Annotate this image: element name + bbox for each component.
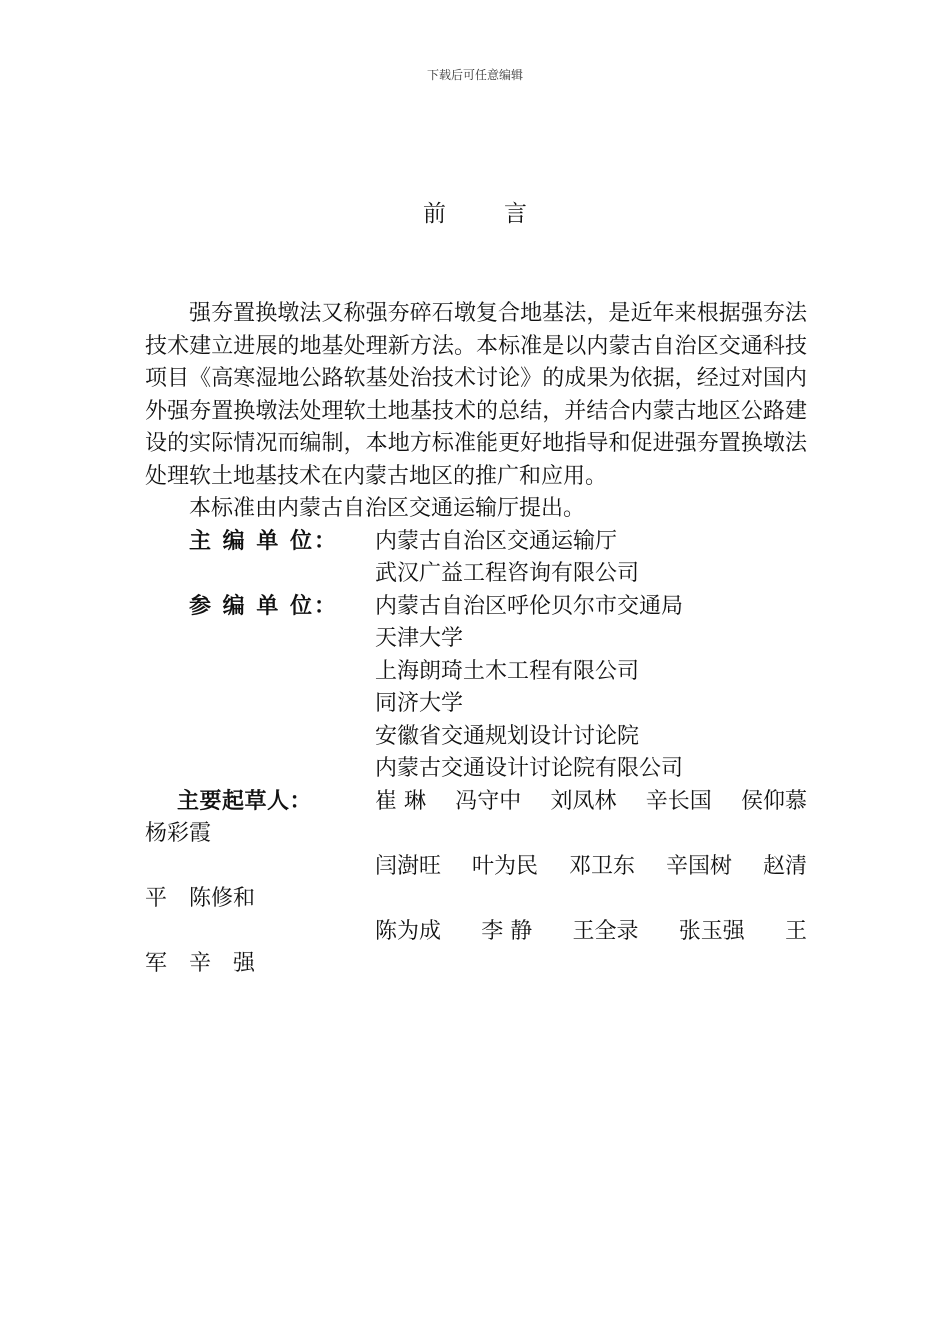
- chief-unit-name: 内蒙古自治区交通运输厅: [375, 528, 618, 554]
- drafter-name: 陈修和: [189, 886, 256, 911]
- participating-unit-row: [145, 623, 807, 656]
- drafter-name: 军: [145, 951, 168, 976]
- chief-unit-row: [145, 558, 807, 591]
- participating-unit-row: [145, 753, 807, 786]
- chief-unit-row: [145, 526, 807, 559]
- drafter-name: 强: [233, 951, 256, 976]
- drafter-name: 辛: [189, 951, 212, 976]
- drafter-name: 辛国树: [665, 853, 732, 879]
- participating-unit-name: 天津大学: [375, 626, 464, 651]
- drafter-name: 冯守中: [455, 788, 522, 814]
- drafter-line: [145, 851, 807, 884]
- proposer-paragraph: 本标准由内蒙古自治区交通运输厅提出。: [189, 496, 586, 521]
- participating-unit-name: 同济大学: [375, 691, 464, 716]
- participating-unit-name: 内蒙古自治区呼伦贝尔市交通局: [375, 593, 684, 619]
- participating-unit-row: [145, 656, 807, 689]
- drafter-name: 赵清: [762, 853, 807, 879]
- drafter-name: 叶为民: [471, 853, 538, 879]
- chief-unit-label: 主 编 单 位：: [189, 528, 338, 554]
- drafter-name: 杨彩霞: [145, 821, 212, 846]
- drafter-name: 崔 琳: [375, 788, 426, 814]
- drafter-name: 陈为成: [375, 918, 442, 944]
- participating-unit-name: 内蒙古交通设计讨论院有限公司: [375, 756, 684, 781]
- chief-unit-name: 武汉广益工程咨询有限公司: [375, 561, 640, 586]
- drafter-name: 邓卫东: [568, 853, 635, 879]
- drafter-names: [375, 786, 807, 819]
- page-title: 前言: [423, 201, 585, 227]
- drafter-line: [145, 786, 807, 819]
- drafter-name: 侯仰慕: [740, 788, 807, 814]
- participating-unit-row: [145, 591, 807, 624]
- drafter-name: 李 静: [481, 918, 533, 944]
- participating-unit-name: 上海朗琦土木工程有限公司: [375, 658, 640, 684]
- drafter-name: 张玉强: [678, 918, 745, 944]
- drafter-name: 王全录: [572, 918, 639, 944]
- document-body: [145, 298, 807, 981]
- drafter-line: [145, 916, 807, 949]
- participating-unit-row: [145, 688, 807, 721]
- drafter-name: 辛长国: [645, 788, 712, 814]
- drafter-name: 王: [784, 918, 807, 944]
- participating-unit-row: [145, 721, 807, 754]
- drafter-continuation: [145, 883, 807, 916]
- intro-paragraph: 强夯置换墩法又称强夯碎石墩复合地基法，是近年来根据强夯法技术建立进展的地基处理新方法。本标准是以内蒙古自治区交通科技项目《高寒湿地公路软基处治技术讨论》的成果为依据，经过对国内外强夯置换墩法处理软土地基技术的总结，并结合内蒙古地区公路建设的实际情况而编制，本地方标准能更好地指导和促进强夯置换墩法处理软土地基技术在内蒙古地区的推广和应用。: [145, 301, 807, 489]
- drafter-name: 闫澍旺: [375, 853, 442, 879]
- page-header-note: 下载后可任意编辑: [426, 68, 523, 82]
- drafter-continuation: [145, 948, 807, 981]
- drafter-name: 刘凤林: [550, 788, 617, 814]
- drafter-label: 主要起草人：: [177, 788, 313, 814]
- participating-unit-label: 参 编 单 位：: [189, 593, 338, 619]
- drafter-continuation: [145, 818, 807, 851]
- drafter-name: 平: [145, 886, 168, 911]
- participating-unit-name: 安徽省交通规划设计讨论院: [375, 723, 640, 749]
